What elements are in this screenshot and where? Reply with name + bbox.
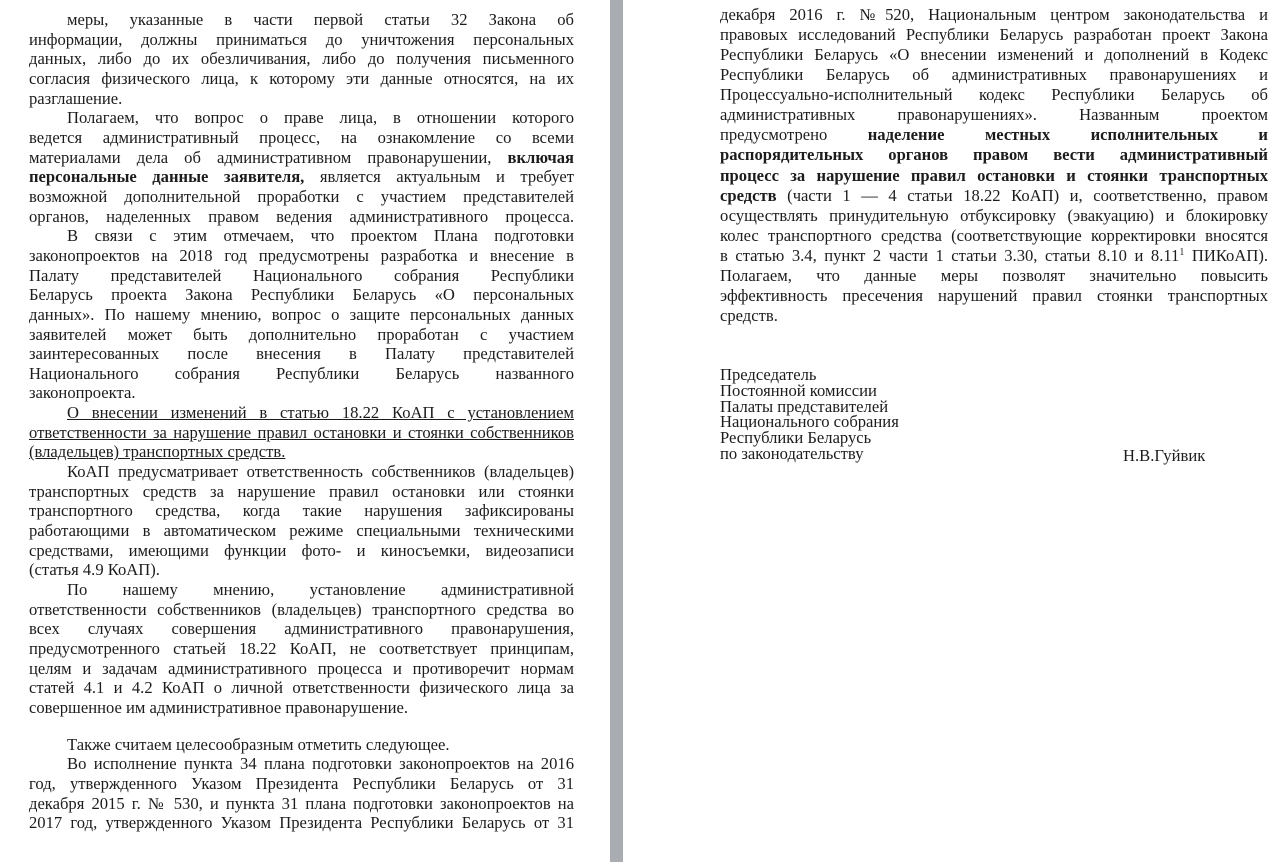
text-segment: информации, должны приниматься до уничтожения персональных <box>29 29 574 49</box>
page-text-right <box>720 5 1268 326</box>
text-line <box>29 600 574 620</box>
text-line <box>29 383 574 403</box>
text-segment: Республики Беларусь об административных правонарушениях и <box>720 65 1268 85</box>
text-line <box>29 501 574 521</box>
text-line <box>720 145 1268 165</box>
bold-text: включая <box>507 147 574 167</box>
bold-text: наделение местных исполнительных и <box>867 125 1268 145</box>
underlined-heading-text: ответственности за нарушение правил остановки и стоянки собственников <box>29 422 574 442</box>
text-line <box>720 266 1268 286</box>
text-segment: административных правонарушениях». Названным проектом <box>720 105 1268 125</box>
text-line <box>29 89 574 109</box>
text-segment: Палату представителей Национального собрания Республики <box>29 265 574 285</box>
text-segment: (части 1 — 4 статьи 18.22 КоАП) и, соответственно, правом <box>776 185 1268 205</box>
bold-text: средств <box>720 185 777 205</box>
text-line <box>29 30 574 50</box>
text-segment: средств. <box>720 305 778 325</box>
text-segment: возможной дополнительной проработки с участием представителей <box>29 186 574 206</box>
text-line <box>29 774 574 794</box>
text-line <box>29 325 574 345</box>
text-segment: транспортных средств за нарушение правил остановки или стоянки <box>29 481 574 501</box>
bold-text: персональные данные заявителя, <box>29 167 305 187</box>
text-segment: заинтересованных после внесения в Палату представителей <box>29 344 574 364</box>
text-line <box>29 560 574 580</box>
text-line <box>720 5 1268 25</box>
text-segment: данных». По нашему мнению, вопрос о защите персональных данных <box>29 304 574 324</box>
text-segment: год, утвержденного Указом Президента Республики Беларусь от 31 <box>29 773 574 793</box>
text-line <box>29 207 574 227</box>
text-line <box>29 580 574 600</box>
text-line <box>720 186 1268 206</box>
text-segment: средствами, имеющими функции фото- и киносъемки, видеозаписи <box>29 540 574 560</box>
text-segment: предусмотренного статьей 18.22 КоАП, не соответствует принципам, <box>29 639 574 658</box>
text-line <box>29 128 574 148</box>
bold-text: распорядительных органов правом вести административный <box>720 145 1268 165</box>
text-line <box>29 108 574 128</box>
superscript: 1 <box>1179 246 1185 258</box>
text-line <box>720 306 1268 326</box>
text-line <box>29 541 574 561</box>
text-line <box>720 286 1268 306</box>
text-segment: статей 4.1 и 4.2 КоАП о личной ответственности физического лица за <box>29 678 574 698</box>
text-segment: меры, указанные в части первой статьи 32 Закона об <box>67 10 574 29</box>
blank-line <box>29 718 574 735</box>
text-line <box>29 285 574 305</box>
text-segment: всех случаях совершения административного правонарушения, <box>29 619 574 639</box>
text-line <box>29 167 574 187</box>
text-line <box>29 266 574 286</box>
text-segment: совершенное им административное правонарушение. <box>29 697 408 717</box>
text-line <box>720 105 1268 125</box>
text-line <box>29 364 574 384</box>
text-segment: КоАП предусматривает ответственность собственников (владельцев) <box>67 462 574 482</box>
page-text-left <box>29 10 574 833</box>
text-segment: Полагаем, что вопрос о праве лица, в отношении которого <box>67 108 574 128</box>
text-segment: Республики Беларусь «О внесении изменений и дополнений в Кодекс <box>720 45 1268 65</box>
text-segment: транспортного средства, когда такие нарушения зафиксированы <box>29 501 574 521</box>
document-page-right <box>623 0 1280 862</box>
text-segment: работающими в автоматическом режиме специальными техническими <box>29 521 574 541</box>
text-segment: Во исполнение пункта 34 плана подготовки законопроектов на 2016 <box>67 754 574 774</box>
text-segment: Также считаем целесообразным отметить следующее. <box>67 734 450 754</box>
text-line <box>720 25 1268 45</box>
text-line <box>29 10 574 30</box>
text-line <box>29 187 574 207</box>
text-segment: в статью 3.4, пункт 2 части 1 статьи 3.30, статьи 8.10 и 8.11 <box>720 245 1180 265</box>
text-line <box>29 659 574 679</box>
text-line <box>29 521 574 541</box>
signature-line: Палаты представителей <box>720 396 889 416</box>
text-line <box>720 226 1268 246</box>
text-segment: Полагаем, что данные меры позволят значительно повысить <box>720 265 1268 285</box>
text-segment: предусмотрено <box>720 125 868 145</box>
text-segment: заявителей может быть дополнительно проработан с участием <box>29 324 574 344</box>
text-line <box>29 442 574 462</box>
text-segment: является актуальным и требует <box>304 167 574 187</box>
signer-name: Н.В.Гуйвик <box>1123 446 1206 465</box>
text-segment: эффективность пресечения нарушений правил стоянки транспортных <box>720 285 1268 305</box>
text-line <box>29 735 574 755</box>
text-line <box>29 403 574 423</box>
text-segment: Беларусь проекта Закона Республики Беларусь «О персональных <box>29 285 574 305</box>
text-line <box>29 813 574 833</box>
text-segment: Национального собрания Республики Беларусь названного <box>29 363 574 383</box>
text-segment: согласия физического лица, к которому эти данные относятся, на их <box>29 68 574 88</box>
text-line <box>720 246 1268 266</box>
page-gutter <box>610 0 623 862</box>
signature-line: Республики Беларусь <box>720 428 872 448</box>
text-line <box>720 125 1268 145</box>
text-line <box>720 166 1268 186</box>
text-segment: В связи с этим отмечаем, что проектом Плана подготовки <box>67 226 574 246</box>
text-line <box>720 85 1268 105</box>
text-line <box>29 698 574 718</box>
text-line <box>29 678 574 698</box>
text-line <box>29 69 574 89</box>
text-segment: Процессуально-исполнительный кодекс Республики Беларусь об <box>720 85 1268 105</box>
text-line <box>29 305 574 325</box>
signature-line: по законодательству <box>720 443 864 463</box>
text-segment: законопроекта. <box>29 383 136 403</box>
text-segment: ПИКоАП). <box>1184 245 1268 265</box>
underlined-heading-text: (владельцев) транспортных средств. <box>29 442 286 462</box>
text-line <box>29 794 574 814</box>
text-segment: декабря 2015 г. № 530, и пункта 31 плана подготовки законопроектов на <box>29 793 574 813</box>
text-segment: колес транспортного средства (соответствующие корректировки вносятся <box>720 225 1268 245</box>
signature-line: Постоянной комиссии <box>720 380 877 400</box>
text-line <box>29 49 574 69</box>
document-page-left <box>0 0 610 862</box>
signature-line: Председатель <box>720 365 817 384</box>
underlined-heading-text: О внесении изменений в статью 18.22 КоАП с установлением <box>67 403 574 423</box>
text-line <box>29 423 574 443</box>
text-line <box>29 619 574 639</box>
text-segment: ведется административный процесс, на ознакомление со всеми <box>29 127 574 147</box>
text-segment: (статья 4.9 КоАП). <box>29 560 160 580</box>
bold-text: процесс за нарушение правил остановки и стоянки транспортных <box>720 165 1268 185</box>
text-segment: органов, наделенных правом ведения административного процесса. <box>29 206 574 226</box>
text-segment: данных, либо до их обезличивания, либо до получения письменного <box>29 49 574 69</box>
text-segment: законопроектов на 2018 год предусмотрены разработка и внесение в <box>29 245 574 265</box>
text-line <box>29 482 574 502</box>
text-line <box>29 148 574 168</box>
text-segment: 2017 год, утвержденного Указом Президента Республики Беларусь от 31 <box>29 813 574 833</box>
text-segment: ответственности собственников (владельцев) транспортного средства во <box>29 599 574 619</box>
text-segment: разглашение. <box>29 88 123 108</box>
text-segment: декабря 2016 г. №520, Национальным центром законодательства и <box>720 5 1268 24</box>
text-line <box>29 246 574 266</box>
signature-line: Национального собрания <box>720 412 899 432</box>
text-segment: осуществлять принудительную отбуксировку (эвакуацию) и блокировку <box>720 205 1268 225</box>
text-line <box>720 206 1268 226</box>
text-line <box>29 344 574 364</box>
text-line <box>29 226 574 246</box>
text-segment: правовых исследований Республики Беларусь разработан проект Закона <box>720 25 1268 45</box>
text-line <box>29 462 574 482</box>
signature-block <box>720 365 1220 465</box>
text-line <box>29 754 574 774</box>
text-line <box>29 639 574 659</box>
text-segment: материалами дела об административном правонарушении, <box>29 147 508 167</box>
text-line <box>720 45 1268 65</box>
text-segment: По нашему мнению, установление административной <box>67 580 574 600</box>
text-segment: целям и задачам административного процесса и противоречит нормам <box>29 658 574 678</box>
text-line <box>720 65 1268 85</box>
